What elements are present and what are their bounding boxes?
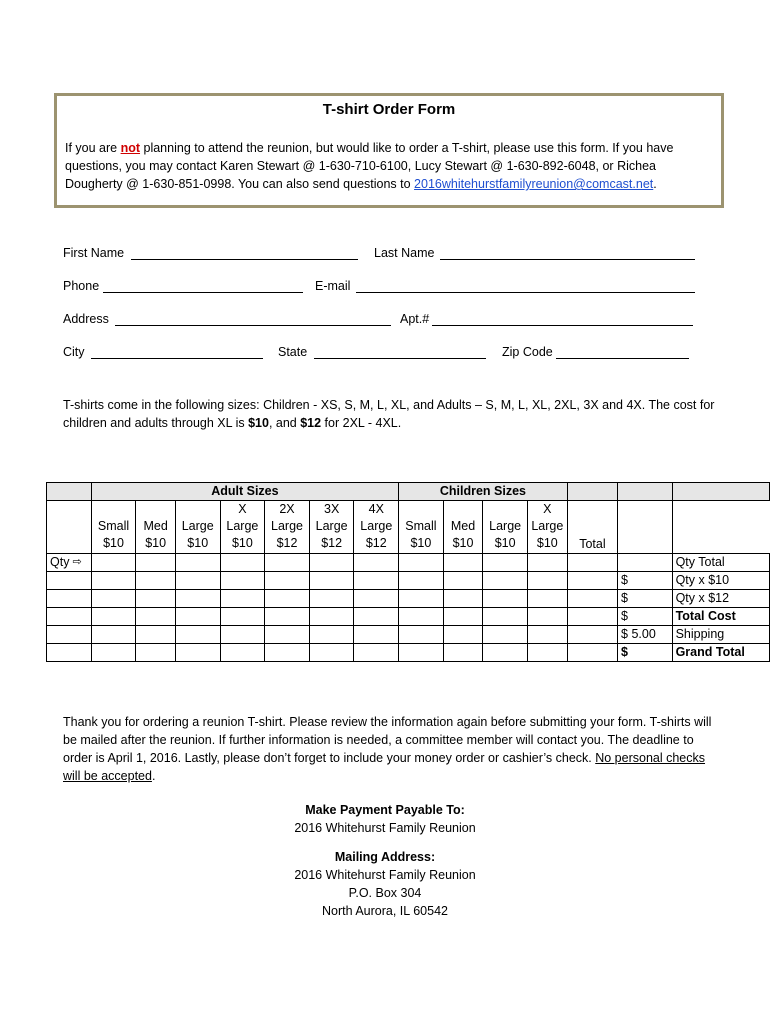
qty-input-cell[interactable]	[136, 626, 176, 644]
qty-input-cell[interactable]	[483, 644, 528, 662]
size-label: Med	[450, 519, 476, 533]
qty-input-cell[interactable]	[220, 590, 265, 608]
size-price: $10	[410, 536, 432, 550]
row-label-cell	[47, 572, 92, 590]
qty-input-cell[interactable]	[175, 626, 220, 644]
size-column-header	[136, 501, 176, 554]
size-price: $12	[321, 536, 343, 550]
qty-input-cell[interactable]	[483, 590, 528, 608]
size-label: X	[543, 502, 552, 516]
qty-input-cell[interactable]	[354, 572, 399, 590]
contact-email-link[interactable]: 2016whitehurstfamilyreunion@comcast.net	[414, 177, 654, 191]
price-10: $10	[248, 416, 269, 430]
mailing-line-3: North Aurora, IL 60542	[321, 904, 448, 918]
phone-row	[63, 279, 703, 297]
zip-label: Zip Code	[502, 345, 553, 359]
table-row	[47, 608, 770, 626]
qty-input-cell[interactable]	[265, 608, 310, 626]
children-sizes-header: Children Sizes	[399, 483, 568, 501]
qty-input-cell[interactable]	[354, 626, 399, 644]
size-label: Large	[226, 519, 259, 533]
qty-input-cell[interactable]	[220, 572, 265, 590]
size-column-header	[175, 501, 220, 554]
size-column-header	[91, 501, 136, 554]
qty-input-cell[interactable]	[443, 626, 483, 644]
state-field[interactable]	[314, 358, 486, 359]
qty-input-cell[interactable]	[220, 644, 265, 662]
summary-label-cell: Grand Total	[672, 644, 769, 662]
phone-field[interactable]	[103, 292, 303, 293]
qty-input-cell[interactable]	[265, 590, 310, 608]
size-column-header	[483, 501, 528, 554]
header-blank	[672, 483, 769, 501]
size-label: Large	[271, 519, 303, 533]
row-label-cell	[47, 608, 92, 626]
row-total-cell[interactable]	[567, 572, 617, 590]
qty-input-cell[interactable]	[527, 554, 567, 572]
sizes-text-3: for 2XL - 4XL.	[321, 416, 402, 430]
adult-sizes-header: Adult Sizes	[91, 483, 398, 501]
state-label: State	[278, 345, 308, 359]
qty-input-cell[interactable]	[309, 554, 354, 572]
size-price: $10	[231, 536, 253, 550]
qty-input-cell[interactable]	[309, 644, 354, 662]
qty-input-cell[interactable]	[175, 572, 220, 590]
table-row	[47, 626, 770, 644]
phone-label: Phone	[63, 279, 100, 293]
thank-you-paragraph	[63, 713, 713, 785]
summary-amount-cell[interactable]: $	[618, 644, 673, 662]
sizes-text-1: T-shirts come in the following sizes: Children - XS, S, M, L, XL, and Adults – S, M, L, XL, 2XL, 3X and 4X. The cost for children and adults through XL is	[63, 398, 715, 430]
apt-label: Apt.#	[400, 312, 430, 326]
qty-input-cell[interactable]	[136, 608, 176, 626]
size-label: 2X	[279, 502, 295, 516]
qty-input-cell[interactable]	[136, 554, 176, 572]
intro-paragraph	[65, 139, 710, 193]
first-name-field[interactable]	[131, 259, 358, 260]
size-price: $10	[103, 536, 124, 550]
size-label: Med	[143, 519, 168, 533]
qty-input-cell[interactable]	[399, 626, 444, 644]
qty-input-cell[interactable]	[399, 608, 444, 626]
qty-input-cell[interactable]	[399, 644, 444, 662]
sizes-info	[63, 396, 723, 432]
qty-input-cell[interactable]	[220, 608, 265, 626]
qty-input-cell[interactable]	[527, 644, 567, 662]
qty-input-cell[interactable]	[175, 554, 220, 572]
size-column-header	[354, 501, 399, 554]
qty-input-cell[interactable]	[220, 626, 265, 644]
size-label: 4X	[368, 502, 384, 516]
qty-input-cell[interactable]	[175, 608, 220, 626]
header-blank	[618, 501, 673, 554]
qty-input-cell[interactable]	[91, 590, 136, 608]
city-field[interactable]	[91, 358, 263, 359]
qty-input-cell[interactable]	[309, 608, 354, 626]
qty-label-cell	[47, 554, 92, 572]
qty-input-cell[interactable]	[91, 572, 136, 590]
payment-block	[0, 801, 770, 837]
order-table	[46, 482, 770, 662]
row-label-cell	[47, 644, 92, 662]
mailing-line-1: 2016 Whitehurst Family Reunion	[294, 868, 476, 882]
qty-input-cell[interactable]	[91, 626, 136, 644]
size-price: $10	[494, 536, 516, 550]
qty-input-cell[interactable]	[527, 590, 567, 608]
header-blank	[567, 483, 617, 501]
mailing-heading: Mailing Address:	[334, 850, 436, 864]
qty-input-cell[interactable]	[175, 644, 220, 662]
qty-input-cell[interactable]	[483, 572, 528, 590]
email-field[interactable]	[356, 292, 695, 293]
form-title: T-shirt Order Form	[322, 101, 456, 118]
size-label: Large	[181, 519, 214, 533]
row-total-cell[interactable]	[567, 554, 617, 572]
size-label: Large	[531, 519, 564, 533]
table-header-row-1	[47, 483, 770, 501]
not-emphasis: not	[120, 141, 141, 155]
corner-cell	[47, 483, 92, 501]
corner-cell	[47, 501, 92, 554]
summary-amount-cell[interactable]: $	[618, 590, 673, 608]
summary-amount-cell[interactable]: $	[618, 572, 673, 590]
intro-text-2: planning to attend the reunion, but would like to order a T-shirt, please use this form. If you have questions, you may contact Karen Stewart @ 1-630-710-6100, Lucy Stewart @ 1-630-892-6048, or Richea Dougherty @ 1-630-851-0998. You can also send questions to	[65, 141, 674, 191]
table-header-row-2	[47, 501, 770, 554]
city-label: City	[63, 345, 85, 359]
qty-input-cell[interactable]	[265, 626, 310, 644]
size-column-header	[527, 501, 567, 554]
size-label: 3X	[324, 502, 340, 516]
size-label	[483, 501, 527, 518]
zip-field[interactable]	[556, 358, 689, 359]
qty-input-cell[interactable]	[483, 608, 528, 626]
row-label-cell	[47, 590, 92, 608]
qty-input-cell[interactable]	[136, 572, 176, 590]
qty-label: Qty	[50, 555, 70, 569]
qty-input-cell[interactable]	[399, 554, 444, 572]
size-label	[444, 501, 483, 518]
qty-input-cell[interactable]	[443, 644, 483, 662]
name-row	[63, 246, 703, 264]
last-name-field[interactable]	[440, 259, 695, 260]
mailing-line-2: P.O. Box 304	[348, 886, 422, 900]
table-row	[47, 590, 770, 608]
qty-input-cell[interactable]	[443, 608, 483, 626]
qty-input-cell[interactable]	[265, 554, 310, 572]
summary-amount-cell[interactable]: $ 5.00	[618, 626, 673, 644]
intro-text-end: .	[653, 177, 657, 191]
qty-input-cell[interactable]	[399, 590, 444, 608]
qty-input-cell[interactable]	[354, 554, 399, 572]
summary-amount-cell[interactable]: $	[618, 608, 673, 626]
qty-input-cell[interactable]	[354, 608, 399, 626]
size-label: Large	[489, 519, 522, 533]
qty-input-cell[interactable]	[399, 572, 444, 590]
size-column-header	[220, 501, 265, 554]
size-column-header	[309, 501, 354, 554]
size-price: $12	[276, 536, 298, 550]
size-column-header	[399, 501, 444, 554]
size-label	[176, 501, 220, 518]
qty-input-cell[interactable]	[527, 608, 567, 626]
table-row	[47, 644, 770, 662]
email-label: E-mail	[315, 279, 351, 293]
row-total-cell[interactable]	[567, 608, 617, 626]
address-label: Address	[63, 312, 109, 326]
qty-input-cell[interactable]	[220, 554, 265, 572]
first-name-label: First Name	[63, 246, 125, 260]
payment-heading: Make Payment Payable To:	[305, 803, 465, 817]
qty-input-cell[interactable]	[354, 644, 399, 662]
size-label: Large	[360, 519, 393, 533]
row-total-cell[interactable]	[567, 644, 617, 662]
total-column-header	[567, 501, 617, 554]
address-field[interactable]	[115, 325, 391, 326]
header-box	[54, 93, 724, 208]
qty-input-cell[interactable]	[136, 590, 176, 608]
mailing-block	[0, 848, 770, 920]
total-label: Total	[579, 537, 606, 551]
qty-input-cell[interactable]	[483, 554, 528, 572]
header-blank	[618, 483, 673, 501]
qty-input-cell[interactable]	[309, 626, 354, 644]
qty-input-cell[interactable]	[91, 644, 136, 662]
size-column-header	[265, 501, 310, 554]
row-total-cell[interactable]	[567, 626, 617, 644]
qty-input-cell[interactable]	[443, 590, 483, 608]
size-label: Small	[405, 519, 437, 533]
row-label-cell	[47, 626, 92, 644]
qty-input-cell[interactable]	[354, 590, 399, 608]
payment-payee: 2016 Whitehurst Family Reunion	[294, 821, 476, 835]
summary-label-cell: Qty Total	[672, 554, 769, 572]
thanks-end: .	[151, 769, 156, 783]
size-price: $12	[365, 536, 387, 550]
qty-input-cell[interactable]	[483, 626, 528, 644]
size-label	[92, 501, 136, 518]
qty-input-cell[interactable]	[265, 644, 310, 662]
summary-label-cell: Shipping	[672, 626, 769, 644]
qty-input-cell[interactable]	[527, 626, 567, 644]
no-checks-notice: No personal checks will be accepted	[63, 751, 706, 783]
summary-label-cell: Qty x $12	[672, 590, 769, 608]
size-label: Large	[315, 519, 348, 533]
table-row	[47, 572, 770, 590]
size-label	[136, 501, 175, 518]
thanks-text: Thank you for ordering a reunion T-shirt. Please review the information again before submitting your form. T-shirts will be mailed after the reunion. If further information is needed, a committee member will contact you. The deadline to order is April 1, 2016. Lastly, please don’t forget to include your money order or cashier’s check.	[63, 715, 712, 765]
last-name-label: Last Name	[374, 246, 435, 260]
price-12: $12	[300, 416, 322, 430]
intro-text-1: If you are	[65, 141, 121, 155]
address-row	[63, 312, 703, 330]
size-label	[399, 501, 443, 518]
summary-amount-cell[interactable]	[618, 554, 673, 572]
qty-input-cell[interactable]	[265, 572, 310, 590]
size-price: $10	[452, 536, 474, 550]
size-label: X	[238, 502, 247, 516]
qty-input-cell[interactable]	[175, 590, 220, 608]
qty-input-cell[interactable]	[443, 572, 483, 590]
qty-input-cell[interactable]	[91, 554, 136, 572]
city-row	[63, 345, 703, 363]
table-row	[47, 554, 770, 572]
qty-input-cell[interactable]	[309, 572, 354, 590]
size-price: $10	[145, 536, 167, 550]
qty-input-cell[interactable]	[136, 644, 176, 662]
size-price: $10	[536, 536, 558, 550]
qty-input-cell[interactable]	[309, 590, 354, 608]
sizes-text-2: , and	[268, 416, 301, 430]
row-total-cell[interactable]	[567, 590, 617, 608]
qty-input-cell[interactable]	[527, 572, 567, 590]
qty-input-cell[interactable]	[443, 554, 483, 572]
apt-field[interactable]	[432, 325, 693, 326]
qty-input-cell[interactable]	[91, 608, 136, 626]
size-label: Small	[97, 519, 130, 533]
summary-label-cell: Qty x $10	[672, 572, 769, 590]
size-column-header	[443, 501, 483, 554]
size-price: $10	[187, 536, 209, 550]
right-arrow-icon: ⇨	[72, 556, 82, 568]
summary-label-cell: Total Cost	[672, 608, 769, 626]
